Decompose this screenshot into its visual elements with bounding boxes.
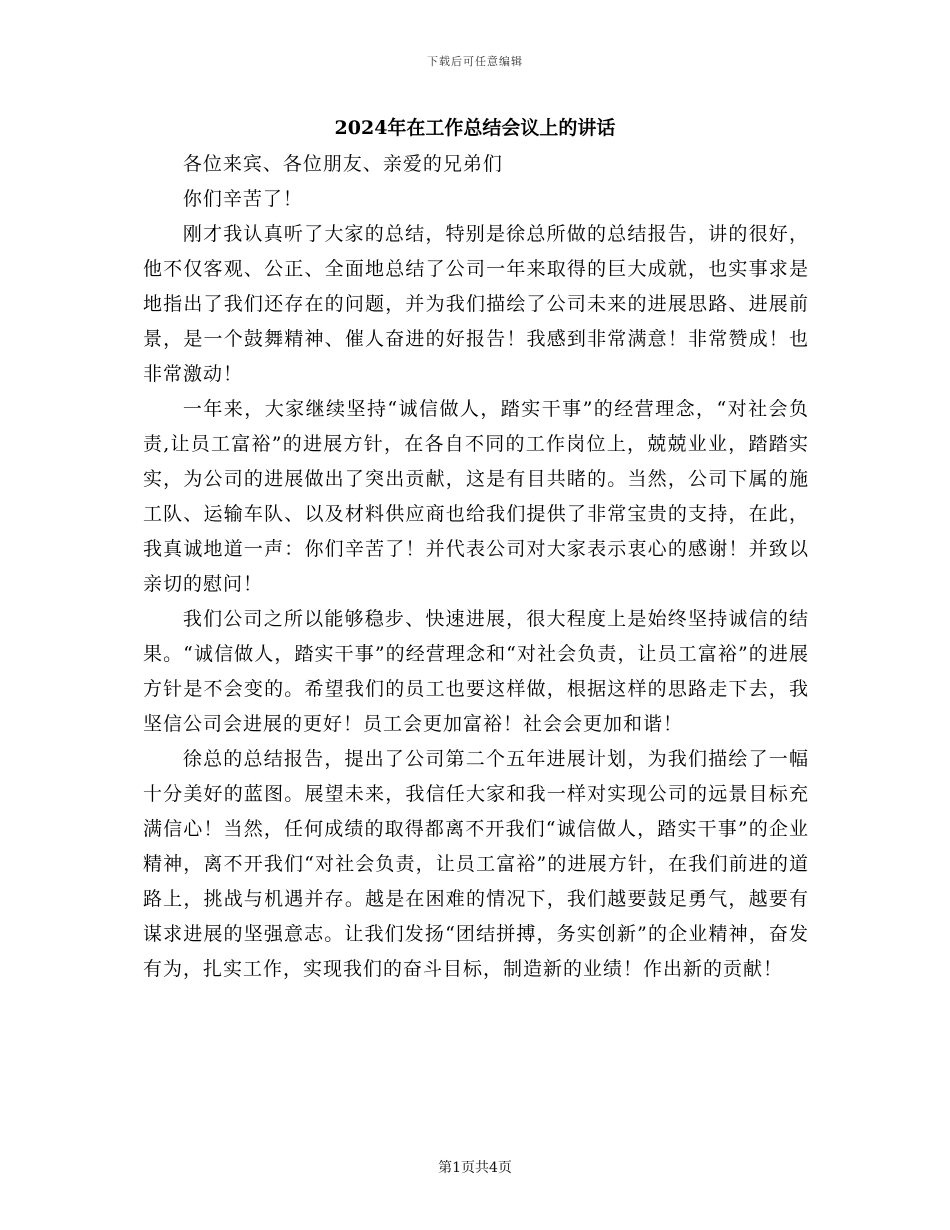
paragraph: 我们公司之所以能够稳步、快速进展，很大程度上是始终坚持诚信的结果。“诚信做人，踏实干事”的经营理念和“对社会负责，让员工富裕”的进展方针是不会变的。希望我们的员工也要这样做，根据这样的思路走下去，我坚信公司会进展的更好！员工会更加富裕！社会会更加和谐！ bbox=[143, 608, 809, 735]
document-body bbox=[143, 147, 809, 987]
paragraph: 刚才我认真听了大家的总结，特别是徐总所做的总结报告，讲的很好，他不仅客观、公正、全面地总结了公司一年来取得的巨大成就，也实事求是地指出了我们还存在的问题，并为我们描绘了公司未来的进展思路、进展前景，是一个鼓舞精神、催人奋进的好报告！我感到非常满意！非常赞成！也非常激动！ bbox=[143, 223, 809, 385]
document-title: 2024年在工作总结会议上的讲话 bbox=[334, 117, 616, 139]
header-note: 下载后可任意编辑 bbox=[427, 55, 523, 68]
salutation: 各位来宾、各位朋友、亲爱的兄弟们 bbox=[182, 153, 503, 175]
paragraph: 一年来，大家继续坚持“诚信做人，踏实干事”的经营理念，“对社会负责,让员工富裕”的进展方针，在各自不同的工作岗位上，兢兢业业，踏踏实实，为公司的进展做出了突出贡献，这是有目共睹的。当然，公司下属的施工队、运输车队、以及材料供应商也给我们提供了非常宝贵的支持，在此，我真诚地道一声：你们辛苦了！并代表公司对大家表示衷心的感谢！并致以亲切的慰问！ bbox=[143, 398, 809, 595]
paragraph: 徐总的总结报告，提出了公司第二个五年进展计划，为我们描绘了一幅十分美好的蓝图。展望未来，我信任大家和我一样对实现公司的远景目标充满信心！当然，任何成绩的取得都离不开我们“诚信做人，踏实干事”的企业精神，离不开我们“对社会负责，让员工富裕”的进展方针，在我们前进的道路上，挑战与机遇并存。越是在困难的情况下，我们越要鼓足勇气，越要有谋求进展的坚强意志。让我们发扬“团结拼搏，务实创新”的企业精神，奋发有为，扎实工作，实现我们的奋斗目标，制造新的业绩！作出新的贡献！ bbox=[143, 748, 809, 980]
page-number: 第1页共4页 bbox=[438, 1160, 512, 1176]
greeting: 你们辛苦了！ bbox=[182, 188, 303, 210]
